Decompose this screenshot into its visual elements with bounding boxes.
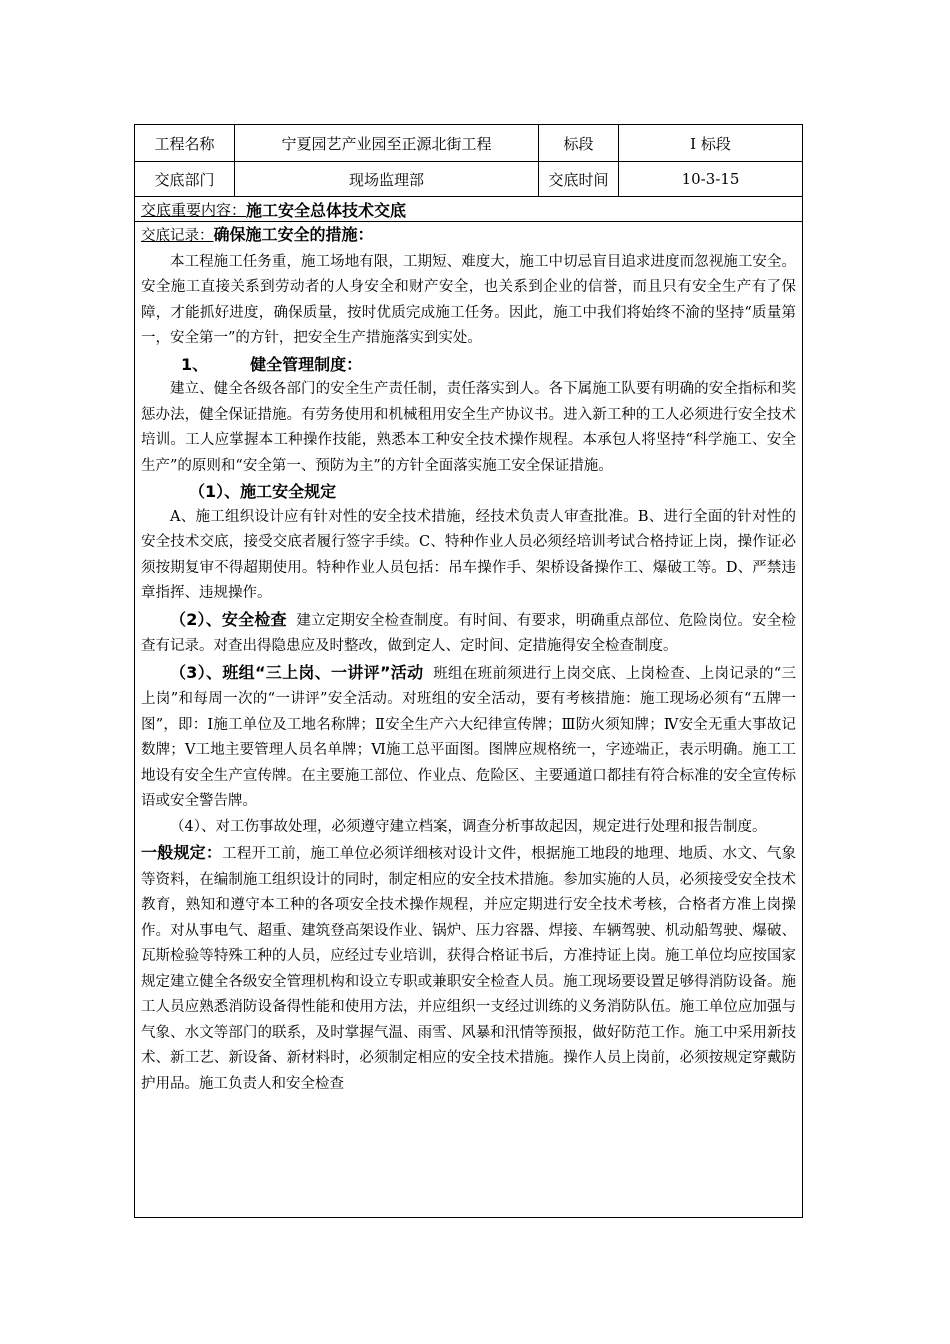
- record-label: 交底记录：: [141, 228, 214, 244]
- section-1-paragraph: 建立、健全各级各部门的安全生产责任制，责任落实到人。各下属施工队要有明确的安全指标和奖惩办法，健全保证措施。有劳务使用和机械租用安全生产协议书。进入新工种的工人必须进行安全技术培训。工人应掌握本工种操作技能，熟悉本工种安全技术操作规程。本承包人将坚持“科学施工、安全生产”的原则和“安全第一、预防为主”的方针全面落实施工安全保证措施。: [141, 381, 796, 474]
- intro-paragraph: 本工程施工任务重，施工场地有限，工期短、难度大，施工中切忌盲目追求进度而忽视施工安全。安全施工直接关系到劳动者的人身安全和财产安全，也关系到企业的信誉，而且只有安全生产有了保障，才能抓好进度，确保质量，按时优质完成施工任务。因此，施工中我们将始终不渝的坚持“质量第一，安全第一”的方针，把安全生产措施落实到实处。: [141, 253, 796, 346]
- safety-rules-heading: （1）、施工安全规定: [189, 482, 337, 501]
- record-title: 确保施工安全的措施：: [213, 225, 374, 244]
- section-1-number: 1、: [181, 354, 209, 374]
- team-activity-text: 班组在班前须进行上岗交底、上岗检查、上岗记录的“三上岗”和每周一次的“一讲评”安全活动。对班组的安全活动，要有考核措施：施工现场必须有“五牌一图”，即：Ⅰ施工单位及工地名称牌；Ⅱ安全生产六大纪律宣传牌；Ⅲ防火须知牌；Ⅳ安全无重大事故记数牌；Ⅴ工地主要管理人员名单牌；Ⅵ施工总平面图。图牌应规格统一，字迹端正，表示明确。施工工地设有安全生产宣传牌。在主要施工部位、作业点、危险区、主要通道口都挂有符合标准的安全宣传标语或安全警告牌。: [141, 665, 797, 809]
- safety-check-text: 建立定期安全检查制度。有时间、有要求，明确重点部位、危险岗位。安全检查有记录。对查出得隐患应及时整改，做到定人、定时间、定措施得安全检查制度。: [141, 612, 797, 654]
- section-1-heading: [141, 352, 796, 378]
- header-row-project: [135, 125, 802, 162]
- section-1-title: 健全管理制度：: [250, 354, 363, 374]
- time-value: 10-3-15: [681, 170, 740, 188]
- safety-check-title: （2）、安全检查: [170, 609, 287, 629]
- general-rules-text: 工程开工前，施工单位必须详细核对设计文件，根据施工地段的地理、地质、水文、气象等资料，在编制施工组织设计的同时，制定相应的安全技术措施。参加实施的人员，必须接受安全技术教育，熟知和遵守本工种的各项安全技术操作规程，并应定期进行安全技术考核，合格者方准上岗操作。对从事电气、超重、建筑登高架设作业、锅炉、压力容器、焊接、车辆驾驶、机动船驾驶、爆破、瓦斯检验等特殊工种的人员，应经过专业培训，获得合格证书后，方准持证上岗。施工单位均应按国家规定建立健全各级安全管理机构和设立专职或兼职安全检查人员。施工现场要设置足够得消防设备。施工人员应熟悉消防设备得性能和使用方法，并应组织一支经过训练的义务消防队伍。施工单位应加强与气象、水文等部门的联系，及时掌握气温、雨雪、风暴和汛情等预报，做好防范工作。施工中采用新技术、新工艺、新设备、新材料时，必须制定相应的安全技术措施。操作人员上岗前，必须按规定穿戴防护用品。施工负责人和安全检查: [141, 846, 796, 1092]
- team-activity-paragraph: [141, 660, 796, 815]
- safety-rules-paragraph: A、施工组织设计应有针对性的安全技术措施，经技术负责人审查批准。B、进行全面的针对性的安全技术交底，接受交底者履行签字手续。C、特种作业人员必须经培训考试合格持证上岗，操作证必须按期复审不得超期使用。特种作业人员包括：吊车操作手、架桥设备操作工、爆破工等。D、严禁违章指挥、违规操作。: [141, 508, 796, 601]
- header-row-dept: [135, 162, 802, 197]
- dept-label: 交底部门: [135, 162, 235, 196]
- dept-value: 现场监理部: [235, 162, 539, 196]
- project-name-label: 工程名称: [135, 125, 235, 161]
- record-heading: [141, 222, 796, 250]
- project-name-value: 宁夏园艺产业园至正源北街工程: [235, 125, 539, 161]
- key-content-label: 交底重要内容：: [141, 200, 247, 219]
- section-label: 标段: [539, 125, 619, 161]
- general-rules-title: 一般规定：: [141, 843, 223, 862]
- time-label: 交底时间: [539, 162, 619, 196]
- safety-check-paragraph: [141, 607, 796, 660]
- team-activity-title: （3）、班组“三上岗、一讲评”活动: [170, 662, 424, 682]
- accident-paragraph: （4）、对工伤事故处理，必须遵守建立档案，调查分析事故起因，规定进行处理和报告制度。: [170, 818, 767, 835]
- key-content-value: 施工安全总体技术交底: [246, 200, 407, 220]
- section-value: Ⅰ 标段: [690, 134, 731, 153]
- disclosure-form: [134, 124, 803, 1218]
- key-content-row: [135, 197, 802, 222]
- general-rules-paragraph: [141, 840, 796, 1097]
- record-body: [135, 222, 802, 1097]
